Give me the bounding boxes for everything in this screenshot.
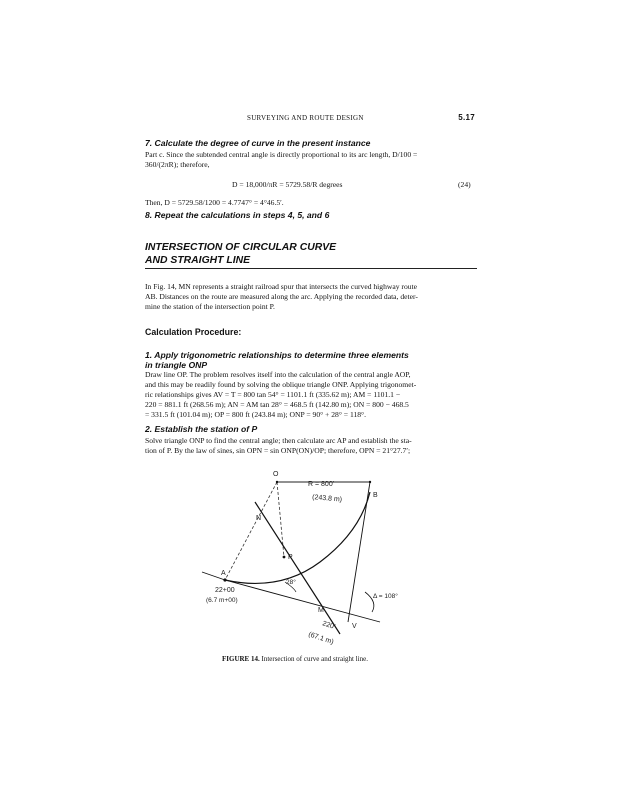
tangent-bv — [348, 482, 370, 622]
procedure-heading: Calculation Procedure: — [145, 327, 242, 337]
step1-line: and this may be readily found by solving the oblique triangle ONP. Applying trigonomet- — [145, 380, 417, 389]
step1-line: ric relationships gives AV = T = 800 tan 54° = 1101.1 ft (335.62 m); AM = 1101.1 − — [145, 390, 401, 399]
section-rule — [145, 268, 477, 269]
label-station: 22+00 — [215, 587, 235, 594]
step7-result: Then, D = 5729.58/1200 = 4.7747° = 4°46.5′. — [145, 198, 284, 207]
label-b: B — [373, 492, 378, 499]
label-angle-28: 28° — [286, 579, 296, 586]
step7-paragraph — [145, 150, 480, 170]
step7-line2: 360/(2πR); therefore, — [145, 160, 210, 169]
step1-heading-line1: 1. Apply trigonometric relationships to determine three elements — [145, 350, 409, 360]
label-v: V — [352, 623, 357, 630]
point-o — [276, 481, 278, 483]
step2-line: Solve triangle ONP to find the central angle; then calculate arc AP and establish the sta- — [145, 436, 412, 445]
intro-line: mine the station of the intersection point P. — [145, 302, 275, 311]
point-a — [223, 578, 226, 581]
page-number: 5.17 — [458, 113, 475, 122]
label-o: O — [273, 471, 279, 478]
label-distance: 220' — [321, 620, 336, 631]
figure-caption — [222, 655, 368, 663]
label-a: A — [221, 570, 226, 577]
running-title: SURVEYING AND ROUTE DESIGN — [247, 114, 364, 122]
label-distance-metric: (67.1 m) — [307, 631, 335, 646]
label-m: M — [318, 607, 324, 614]
label-n: N — [256, 515, 262, 522]
radius-line-oa — [225, 482, 277, 580]
label-radius-metric: (243.8 m) — [311, 494, 343, 504]
intro-line: AB. Distances on the route are measured along the arc. Applying the recorded data, deter- — [145, 292, 418, 301]
step1-line: Draw line OP. The problem resolves itself into the calculation of the central angle AOP, — [145, 370, 411, 379]
point-b — [369, 481, 371, 483]
step2-paragraph — [145, 436, 480, 456]
step1-paragraph — [145, 370, 480, 420]
label-delta: Δ = 108° — [373, 593, 398, 600]
point-p — [283, 556, 286, 559]
label-p: P — [288, 554, 293, 561]
equation-24: D = 18,000/πR = 5729.58/R degrees — [232, 180, 343, 189]
railroad-spur-mn — [255, 502, 340, 634]
step8-heading: 8. Repeat the calculations in steps 4, 5, and 6 — [145, 210, 330, 220]
caption-text: Intersection of curve and straight line. — [261, 655, 369, 663]
curve-ab — [225, 492, 370, 583]
equation-number: (24) — [458, 180, 471, 189]
tangent-av — [225, 580, 380, 622]
step7-line1: Part c. Since the subtended central angle is directly proportional to its arc length, D/100 = — [145, 150, 418, 159]
figure-14-diagram — [200, 462, 430, 652]
step1-line: = 331.5 ft (101.04 m); OP = 800 ft (243.84 m); ONP = 90° + 28° = 118°. — [145, 410, 366, 419]
section-title — [145, 241, 336, 267]
step7-heading: 7. Calculate the degree of curve in the present instance — [145, 138, 371, 148]
intro-line: In Fig. 14, MN represents a straight railroad spur that intersects the curved highway route — [145, 282, 418, 291]
label-radius: R = 800' — [308, 481, 335, 488]
step1-heading — [145, 350, 409, 370]
step2-line: tion of P. By the law of sines, sin OPN = sin ONP(ON)/OP; therefore, OPN = 21°27.7′; — [145, 446, 411, 455]
step1-heading-line2: in triangle ONP — [145, 360, 208, 370]
step1-line: 220 = 881.1 ft (268.56 m); AN = AM tan 28° = 468.5 ft (142.80 m); ON = 800 − 468.5 — [145, 400, 409, 409]
section-title-line1: INTERSECTION OF CIRCULAR CURVE — [145, 242, 337, 253]
intro-paragraph — [145, 282, 480, 312]
caption-label: FIGURE 14. — [222, 655, 260, 663]
section-title-line2: AND STRAIGHT LINE — [145, 255, 251, 266]
label-station-metric: (6.7 m+00) — [206, 597, 238, 604]
step2-heading: 2. Establish the station of P — [145, 424, 258, 434]
